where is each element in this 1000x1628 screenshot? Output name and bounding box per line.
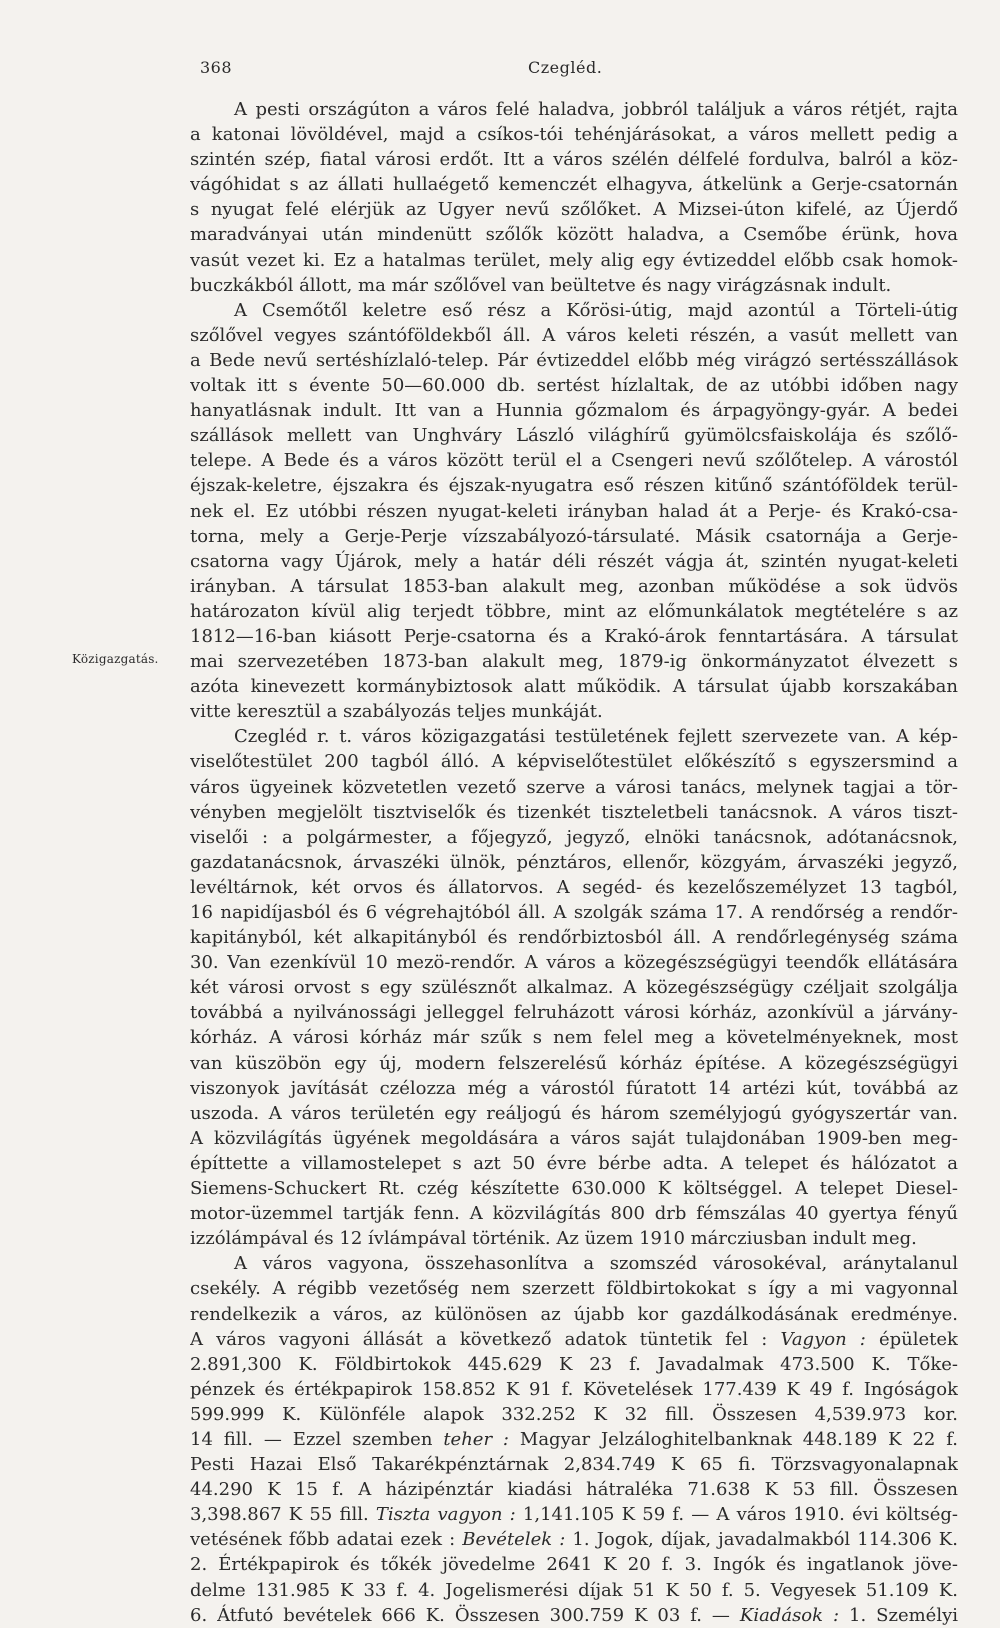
text-line: voltak itt s évente 50—60.000 db. sertést hízlaltak, de az utóbbi időben nagy xyxy=(190,375,958,397)
text-line: vágóhidat s az állati hullaégető kemenczét elhagyva, átkelünk a Gerje-csatornán xyxy=(190,174,958,196)
text-line: buczkákból állott, ma már szőlővel van beültetve és nagy virágzásnak indult. xyxy=(190,274,892,296)
text-line: Siemens-Schuckert Rt. czég készítette 630.000 K költséggel. A telepet Diesel- xyxy=(190,1178,958,1200)
text-line: vényben megjelölt tisztviselők és tizenkét tiszteletbeli tanácsnok. A város tiszt- xyxy=(190,801,958,823)
text-line: szállások mellett van Unghváry László világhírű gyümölcsfaiskolája és szőlő- xyxy=(190,425,958,447)
text-line: A pesti országúton a város felé haladva, jobbról találjuk a város rétjét, rajta xyxy=(234,99,958,120)
page-number: 368 xyxy=(200,58,233,77)
italic-term: Bevételek : xyxy=(462,1529,566,1551)
italic-term: Tiszta vagyon : xyxy=(375,1504,516,1526)
text-line: vitte keresztül a szabályozás teljes munkáját. xyxy=(190,701,603,723)
text-line: 30. Van ezenkívül 10 mezö-rendőr. A város a közegészségügyi teendők ellátására xyxy=(190,952,958,974)
text-line xyxy=(190,1527,958,1552)
text-line: levéltárnok, két orvos és állatorvos. A segéd- és kezelőszemélyzet 13 tagból, xyxy=(190,876,958,898)
body-text xyxy=(190,97,958,1628)
text-line: a katonai lövöldével, majd a csíkos-tói tehénjárásokat, a város mellett pedig a xyxy=(190,124,958,146)
text-line: két városi orvost s egy szülésznőt alkalmaz. A közegészségügy czéljait szolgálja xyxy=(190,977,958,999)
text-line: kapitányból, két alkapitányból és rendőrbiztosból áll. A rendőrlegénység száma xyxy=(190,927,958,949)
text-line: motor-üzemmel tartják fenn. A közvilágítás 800 drb fémszálas 40 gyertya fényű xyxy=(190,1203,958,1225)
running-title: Czegléd. xyxy=(528,58,603,77)
text-line: szőlővel vegyes szántóföldekből áll. A város keleti részén, a vasút mellett van xyxy=(190,324,958,346)
text-line: 16 napidíjasból és 6 végrehajtóból áll. A szolgák száma 17. A rendőrség a rendőr- xyxy=(190,902,958,923)
italic-term: Vagyon : xyxy=(780,1328,866,1350)
text-line: éjszak-keletre, éjszakra és éjszak-nyugatra eső részen kitűnő szántóföldek terül- xyxy=(190,475,958,497)
text-span: 14 fill. — Ezzel szemben xyxy=(190,1428,433,1450)
text-span: A város vagyoni állását a következő adatok tüntetik fel : xyxy=(190,1328,768,1350)
text-line: telepe. A Bede és a város között terül el a Csengeri nevű szőlőtelep. A várostól xyxy=(190,450,958,472)
text-line: hanyatlásnak indult. Itt van a Hunnia gőzmalom és árpagyöngy-gyár. A bedei xyxy=(190,400,958,422)
text-line: határozaton kívül alig terjedt többre, mint az előmunkálatok megtételére s az xyxy=(190,600,958,622)
text-line: mai szervezetében 1873-ban alakult meg, 1879-ig önkormányzatot élvezett s xyxy=(190,651,958,673)
text-line: továbbá a nyilvánossági jelleggel felruházott városi kórház, azonkívül a járvány- xyxy=(190,1002,958,1024)
text-span: 1. Személyi xyxy=(849,1604,958,1626)
text-line: vasút vezet ki. Ez a hatalmas terület, mely alig egy évtizeddel előbb csak homok- xyxy=(190,249,958,271)
text-line: viszonyok javítását czélozza még a várostól fúratott 14 artézi kút, továbbá az xyxy=(190,1077,958,1099)
text-line: a Bede nevű sertéshízlaló-telep. Pár évtizeddel előbb még virágzó sertésszállások xyxy=(190,349,958,371)
text-line xyxy=(190,1502,958,1527)
text-span: vetésének főbb adatai ezek : xyxy=(190,1529,456,1551)
text-line: pénzek és értékpapirok 158.852 K 91 f. Követelések 177.439 K 49 f. Ingóságok xyxy=(190,1378,958,1400)
text-span: 1,141.105 K 59 f. — A város 1910. évi költség- xyxy=(522,1504,958,1526)
text-line: gazdatanácsnok, árvaszéki ülnök, pénztáros, ellenőr, közgyám, árvaszéki jegyző, xyxy=(190,851,958,873)
text-line: kórház. A városi kórház már szűk s nem felel meg a követelményeknek, most xyxy=(190,1027,958,1049)
text-line: csatorna vagy Újárok, mely a határ déli részét vágja át, szintén nyugat-keleti xyxy=(190,550,958,572)
text-span: épületek xyxy=(878,1328,958,1350)
text-line xyxy=(190,1327,958,1352)
text-line xyxy=(190,1603,958,1628)
text-line: viselői : a polgármester, a főjegyző, jegyző, elnöki tanácsnok, adótanácsnok, xyxy=(190,826,958,848)
text-line: A Csemőtől keletre eső rész a Kőrösi-útig, majd azontúl a Törteli-útig xyxy=(234,299,958,321)
text-line: azóta kinevezett kormánybiztosok alatt működik. A társulat újabb korszakában xyxy=(190,676,958,698)
text-line: építtette a villamostelepet s azt 50 évre bérbe adta. A telepet és hálózatot a xyxy=(190,1152,958,1174)
text-span: 1. Jogok, díjak, javadalmakból 114.306 K. xyxy=(572,1529,958,1551)
text-line: uszoda. A város területén egy reáljogú és három személyjogú gyógyszertár van. xyxy=(190,1102,958,1124)
text-line: s nyugat felé elérjük az Ugyer nevű szőlőket. A Mizsei-úton kifelé, az Újerdő xyxy=(190,199,958,221)
text-line: 1812—16-ban kiásott Perje-csatorna és a Krakó-árok fenntartására. A társulat xyxy=(190,625,958,647)
text-line: viselőtestület 200 tagból álló. A képviselőtestület előkészítő s egyszersmind a xyxy=(190,751,958,773)
text-line: van küszöbön egy új, modern felszerelésű kórház építése. A közegészségügyi xyxy=(190,1052,958,1074)
text-line xyxy=(190,1427,958,1452)
text-span: Magyar Jelzáloghitelbanknak 448.189 K 22 f. xyxy=(519,1428,958,1450)
text-line: torna, mely a Gerje-Perje vízszabályozó-társulaté. Másik csatornája a Gerje- xyxy=(190,525,958,547)
text-line: csekély. A régibb vezetőség nem szerzett földbirtokokat s így a mi vagyonnal xyxy=(190,1278,958,1300)
italic-term: teher : xyxy=(443,1428,509,1450)
text-line: 2.891,300 K. Földbirtokok 445.629 K 23 f. Javadalmak 473.500 K. Tőke- xyxy=(190,1353,958,1375)
text-line: 599.999 K. Különféle alapok 332.252 K 32 fill. Összesen 4,539.973 kor. xyxy=(190,1403,958,1425)
text-line: A közvilágítás ügyének megoldására a város saját tulajdonában 1909-ben meg- xyxy=(190,1127,958,1149)
text-line: rendelkezik a város, az különösen az újabb kor gazdálkodásának eredménye. xyxy=(190,1303,958,1325)
text-line: Czegléd r. t. város közigazgatási testületének fejlett szervezete van. A kép- xyxy=(234,726,958,748)
text-line: Pesti Hazai Első Takarékpénztárnak 2,834.749 K 65 fi. Törzsvagyonalapnak xyxy=(190,1454,958,1476)
italic-term: Kiadások : xyxy=(739,1604,840,1626)
text-line: irányban. A társulat 1853-ban alakult meg, azonban működése a sok üdvös xyxy=(190,575,958,597)
text-span: 6. Átfutó bevételek 666 K. Összesen 300.759 K 03 f. — xyxy=(190,1604,730,1626)
text-line: szintén szép, fiatal városi erdőt. Itt a város szélén délfelé fordulva, balról a köz- xyxy=(190,149,958,171)
text-line: A város vagyona, összehasonlítva a szomszéd városokéval, aránytalanul xyxy=(234,1253,958,1275)
text-line: 2. Értékpapirok és tőkék jövedelme 2641 K 20 f. 3. Ingók és ingatlanok jöve- xyxy=(190,1554,958,1576)
text-line: 44.290 K 15 f. A házipénztár kiadási hátraléka 71.638 K 53 fill. Összesen xyxy=(190,1479,958,1501)
text-line: izzólámpával és 12 ívlámpával történik. Az üzem 1910 márcziusban indult meg. xyxy=(190,1228,917,1250)
text-line: nek el. Ez utóbbi részen nyugat-keleti irányban halad át a Perje- és Krakó-csa- xyxy=(190,500,958,522)
text-line: delme 131.985 K 33 f. 4. Jogelismerési díjak 51 K 50 f. 5. Vegyesek 51.109 K. xyxy=(190,1579,958,1601)
text-line: maradványai után mindenütt szőlők között haladva, a Csemőbe érünk, hova xyxy=(190,224,958,246)
text-span: 3,398.867 K 55 fill. xyxy=(190,1504,369,1526)
margin-note: Közigazgatás. xyxy=(72,652,159,666)
text-line: város ügyeinek közvetetlen vezető szerve a városi tanács, melynek tagjai a tör- xyxy=(190,776,958,798)
